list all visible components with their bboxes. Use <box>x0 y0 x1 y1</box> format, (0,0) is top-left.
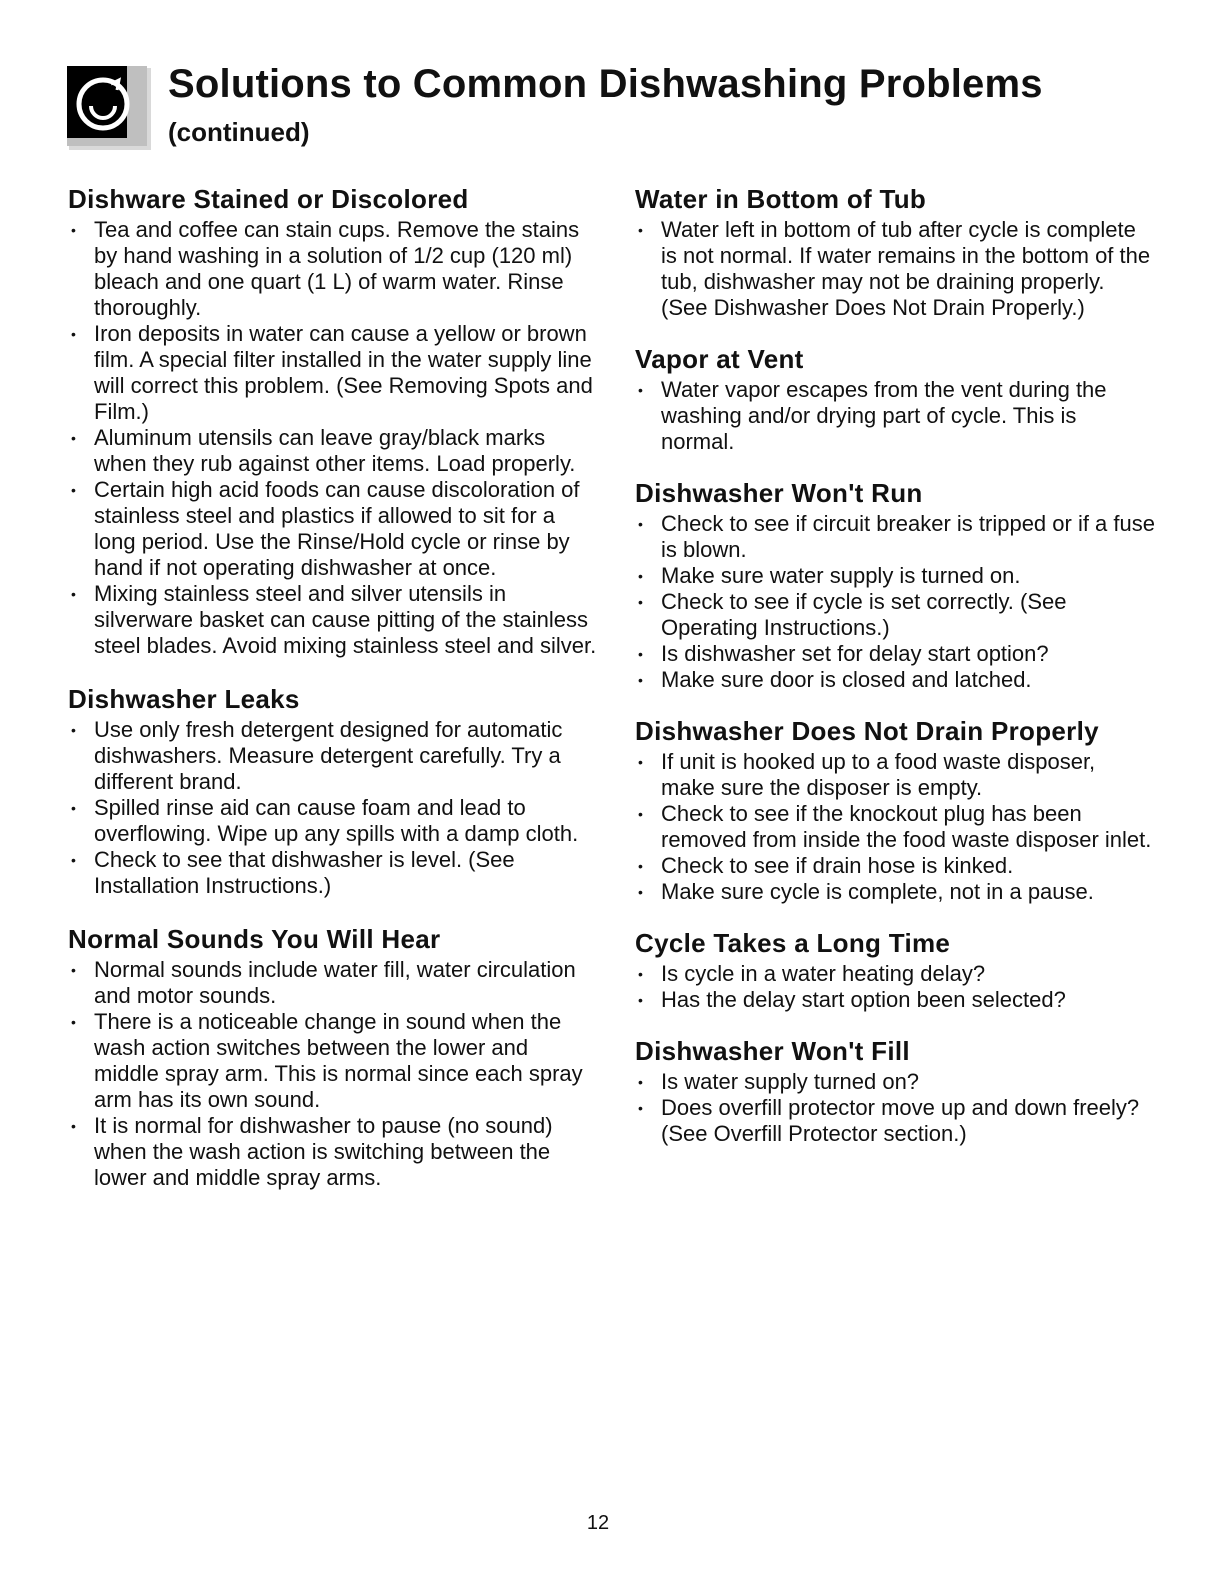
section-title: Water in Bottom of Tub <box>635 184 927 214</box>
list-item: • Normal sounds include water fill, water circulation and motor sounds. <box>68 957 598 1009</box>
list-item: • Water left in bottom of tub after cycle is complete is not normal. If water remains in the bottom of the tub, dishwasher may not be draining properly. (See Dishwasher Does Not Drain Properly.) <box>635 217 1155 321</box>
list-item: • Check to see if cycle is set correctly. (See Operating Instructions.) <box>635 589 1155 641</box>
list-item: • Does overfill protector move up and down freely? (See Overfill Protector section.) <box>635 1095 1155 1147</box>
bullet-list <box>635 511 1155 693</box>
section-cycle-long-time <box>635 927 1155 1013</box>
bullet-list <box>68 217 598 659</box>
list-item: • Spilled rinse aid can cause foam and lead to overflowing. Wipe up any spills with a damp cloth. <box>68 795 598 847</box>
section-title: Dishwasher Leaks <box>68 684 300 714</box>
page-number: 12 <box>586 1512 610 1534</box>
section-water-in-bottom <box>635 183 1155 321</box>
bullet-list <box>635 749 1155 905</box>
list-item: • Is water supply turned on? <box>635 1069 1155 1095</box>
section-normal-sounds <box>68 923 598 1191</box>
left-column <box>68 183 598 1191</box>
list-item: • Check to see if the knockout plug has been removed from inside the food waste disposer inlet. <box>635 801 1155 853</box>
list-item: • Certain high acid foods can cause discoloration of stainless steel and plastics if allowed to sit for a long period. Use the Rinse/Hold cycle or rinse by hand if not operating dishwasher at once. <box>68 477 598 581</box>
list-item: • There is a noticeable change in sound when the wash action switches between the lower and middle spray arm. This is normal since each spray arm has its own sound. <box>68 1009 598 1113</box>
list-item: • Is cycle in a water heating delay? <box>635 961 1155 987</box>
page-title: Solutions to Common Dishwashing Problems <box>168 62 1043 106</box>
bullet-list <box>68 957 598 1191</box>
section-title: Cycle Takes a Long Time <box>635 928 951 958</box>
dishwasher-troubleshooting-icon <box>67 66 153 152</box>
section-title: Dishwasher Won't Run <box>635 478 923 508</box>
list-item: • Make sure cycle is complete, not in a pause. <box>635 879 1155 905</box>
list-item: • It is normal for dishwasher to pause (no sound) when the wash action is switching between the lower and middle spray arms. <box>68 1113 598 1191</box>
list-item: • Check to see if circuit breaker is tripped or if a fuse is blown. <box>635 511 1155 563</box>
section-title: Normal Sounds You Will Hear <box>68 924 441 954</box>
section-dishwasher-leaks <box>68 683 598 899</box>
list-item: • Make sure door is closed and latched. <box>635 667 1155 693</box>
section-does-not-drain <box>635 715 1155 905</box>
list-item: • Use only fresh detergent designed for automatic dishwashers. Measure detergent carefully. Try a different brand. <box>68 717 598 795</box>
list-item: • Is dishwasher set for delay start option? <box>635 641 1155 667</box>
section-wont-run <box>635 477 1155 693</box>
list-item: • If unit is hooked up to a food waste disposer, make sure the disposer is empty. <box>635 749 1155 801</box>
list-item: • Iron deposits in water can cause a yellow or brown film. A special filter installed in the water supply line will correct this problem. (See Removing Spots and Film.) <box>68 321 598 425</box>
section-title: Dishwasher Does Not Drain Properly <box>635 716 1099 746</box>
section-wont-fill <box>635 1035 1155 1147</box>
section-vapor-at-vent <box>635 343 1155 455</box>
section-title: Vapor at Vent <box>635 344 804 374</box>
page-subtitle: (continued) <box>168 117 310 147</box>
right-column <box>635 183 1155 1147</box>
list-item: • Check to see if drain hose is kinked. <box>635 853 1155 879</box>
list-item: • Has the delay start option been selected? <box>635 987 1155 1013</box>
section-title: Dishware Stained or Discolored <box>68 184 469 214</box>
list-item: • Water vapor escapes from the vent during the washing and/or drying part of cycle. This is normal. <box>635 377 1155 455</box>
bullet-list <box>635 1069 1155 1147</box>
bullet-list <box>68 717 598 899</box>
list-item: • Tea and coffee can stain cups. Remove the stains by hand washing in a solution of 1/2 cup (120 ml) bleach and one quart (1 L) of warm water. Rinse thoroughly. <box>68 217 598 321</box>
section-title: Dishwasher Won't Fill <box>635 1036 910 1066</box>
bullet-list <box>635 377 1155 455</box>
list-item: • Check to see that dishwasher is level. (See Installation Instructions.) <box>68 847 598 899</box>
list-item: • Mixing stainless steel and silver utensils in silverware basket can cause pitting of the stainless steel blades. Avoid mixing stainless steel and silver. <box>68 581 598 659</box>
list-item: • Make sure water supply is turned on. <box>635 563 1155 589</box>
list-item: • Aluminum utensils can leave gray/black marks when they rub against other items. Load properly. <box>68 425 598 477</box>
bullet-list <box>635 217 1155 321</box>
bullet-list <box>635 961 1155 1013</box>
section-dishware-stained <box>68 183 598 659</box>
